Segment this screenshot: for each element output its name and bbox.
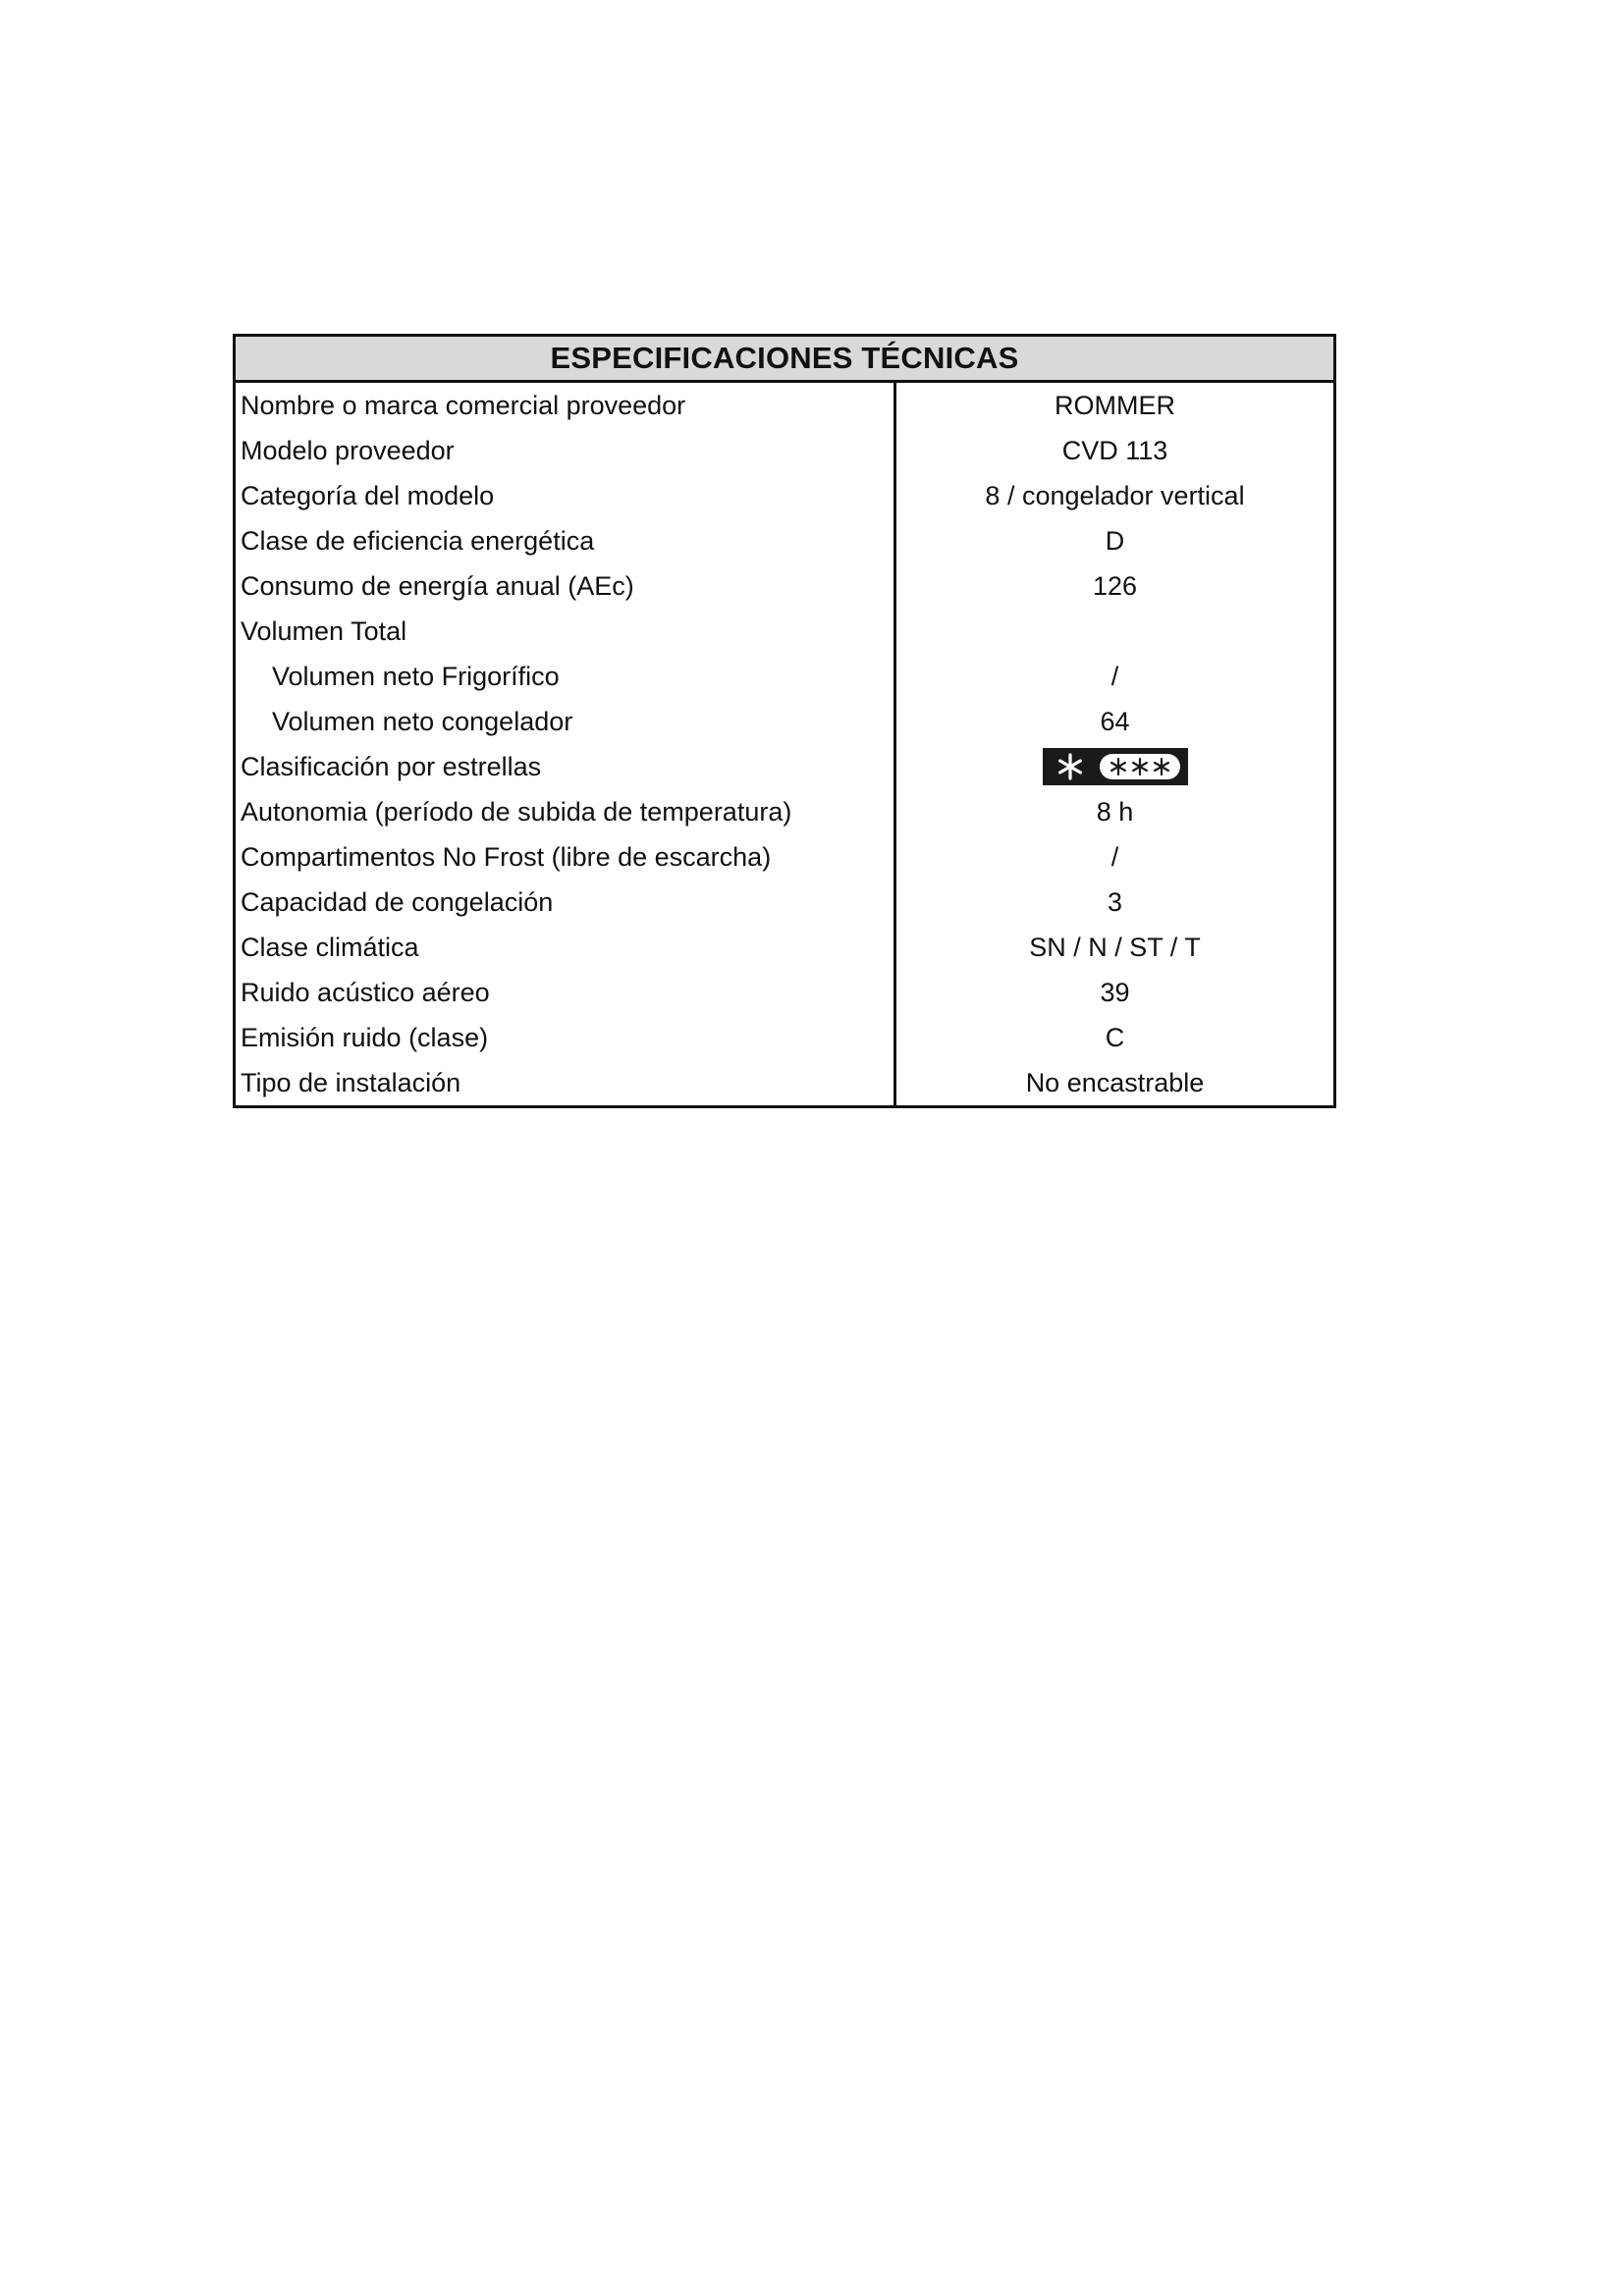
row-value: / xyxy=(1110,841,1119,872)
table-row xyxy=(236,699,1333,744)
row-value: ROMMER xyxy=(1055,390,1175,420)
table-row xyxy=(236,1015,1333,1060)
row-value: CVD 113 xyxy=(1061,435,1168,465)
row-label: Nombre o marca comercial proveedor xyxy=(241,390,686,420)
table-row xyxy=(236,473,1333,518)
row-label: Autonomia (período de subida de temperatura) xyxy=(241,796,792,827)
row-value: 8 h xyxy=(1096,796,1134,827)
row-value: 64 xyxy=(1100,706,1130,736)
row-value: 126 xyxy=(1092,570,1138,601)
table-row xyxy=(236,925,1333,970)
row-value: 3 xyxy=(1107,886,1123,917)
table-row xyxy=(236,518,1333,563)
row-label: Clasificación por estrellas xyxy=(241,751,542,781)
row-value: / xyxy=(1110,661,1119,691)
row-value: No encastrable xyxy=(1025,1067,1205,1097)
row-label: Clase climática xyxy=(241,932,419,962)
table-row xyxy=(236,383,1333,428)
four-star-freezer-rating-icon xyxy=(1043,748,1188,785)
row-label: Ruido acústico aéreo xyxy=(241,977,490,1007)
table-row xyxy=(236,970,1333,1015)
row-label: Volumen Total xyxy=(241,615,407,646)
table-row xyxy=(236,1060,1333,1105)
table-row xyxy=(236,789,1333,834)
table-row xyxy=(236,880,1333,925)
row-value: SN / N / ST / T xyxy=(1029,932,1201,962)
table-row xyxy=(236,563,1333,609)
row-value xyxy=(893,748,1333,785)
table-row xyxy=(236,744,1333,789)
table-row xyxy=(236,834,1333,880)
row-label: Tipo de instalación xyxy=(241,1067,461,1097)
row-label: Volumen neto Frigorífico xyxy=(272,661,560,691)
row-value: C xyxy=(1105,1022,1125,1052)
table-title: ESPECIFICACIONES TÉCNICAS xyxy=(236,337,1333,383)
table-row xyxy=(236,654,1333,699)
row-label: Capacidad de congelación xyxy=(241,886,554,917)
row-label: Modelo proveedor xyxy=(241,435,455,465)
row-label: Volumen neto congelador xyxy=(272,706,573,736)
table-row xyxy=(236,428,1333,473)
row-label: Consumo de energía anual (AEc) xyxy=(241,570,634,601)
table-row xyxy=(236,609,1333,654)
row-label: Compartimentos No Frost (libre de escarcha) xyxy=(241,841,772,872)
table-body xyxy=(236,383,1333,1105)
row-value: 39 xyxy=(1100,977,1130,1007)
row-label: Emisión ruido (clase) xyxy=(241,1022,489,1052)
specifications-table xyxy=(233,334,1336,1108)
row-label: Categoría del modelo xyxy=(241,480,495,510)
row-label: Clase de eficiencia energética xyxy=(241,525,595,556)
row-value: 8 / congelador vertical xyxy=(985,480,1245,510)
row-value: D xyxy=(1105,525,1125,556)
